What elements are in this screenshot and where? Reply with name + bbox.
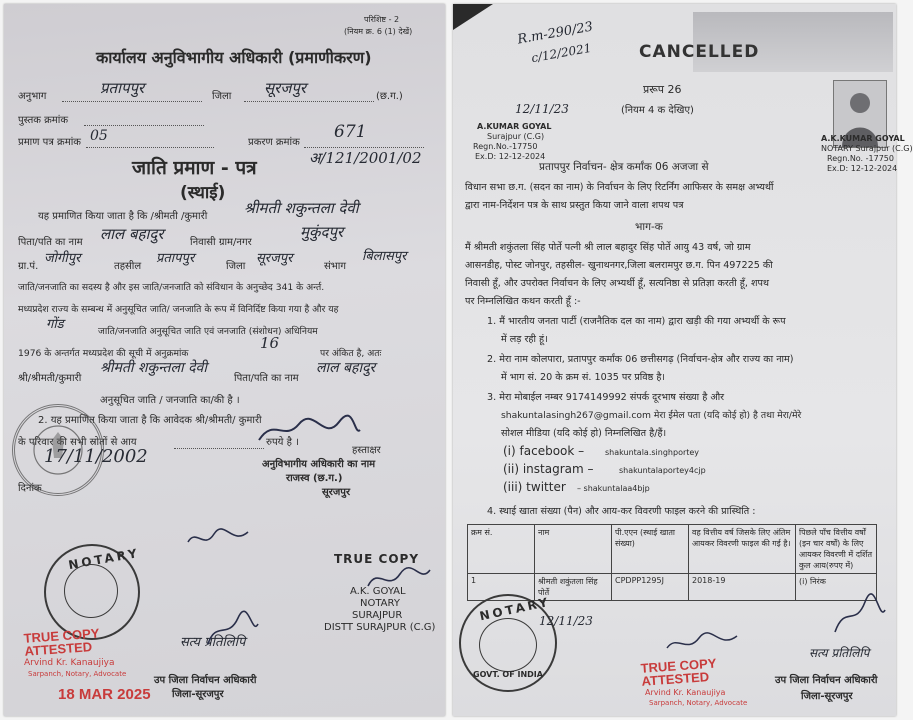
stamp-left-reg: Regn.No.-17750 <box>473 142 538 151</box>
declaration-line-2: आसनडीह, पोस्ट जोनपुर, तहसील- खुनाथनगर,जिला बलरामपुर छ.ग. पिन 497225 की <box>465 260 773 271</box>
bhag-heading: भाग-क <box>635 221 663 233</box>
officer-place: सूरजपुर <box>322 487 351 498</box>
attested-sub: Sarpanch, Notary, Advocate <box>28 670 127 678</box>
hand-gp: जोगीपुर <box>44 251 81 266</box>
pan-header-sno: क्रम सं. <box>468 525 535 574</box>
body-line-10: जाति/जनजाति अनुसूचित जाति एवं जनजाति (संशोधन) अधिनियम <box>98 326 318 337</box>
body-line-14: पिता/पति का नाम <box>234 373 299 384</box>
officer-title: अनुविभागीय अधिकारी का नाम <box>262 459 376 470</box>
point-4: 4. स्थाई खाता संख्या (पैन) और आय-कर विवरणी फाइल करने की प्रास्थिति : <box>487 506 756 517</box>
body-line-1: यह प्रमाणित किया जाता है कि /श्रीमती /कुमारी <box>38 211 208 222</box>
social-twitter-value: – shakuntalaa4bjp <box>577 484 650 493</box>
certificate-no-label: प्रमाण पत्र क्रमांक <box>18 137 81 148</box>
body-line-2: पिता/पति का नाम <box>18 237 83 248</box>
top-handwritten-ref-2: c/12/2021 <box>530 40 593 66</box>
jila-label: जिला <box>212 91 232 102</box>
notary-round-seal: NOTARY <box>44 544 140 640</box>
witness-signature <box>663 628 743 658</box>
caste-certificate-page <box>4 4 445 716</box>
stamp-left-name: A.KUMAR GOYAL <box>477 122 552 131</box>
ro-title: उप जिला निर्वाचन अधिकारी <box>775 675 878 686</box>
pan-cell-name: श्रीमती शकुंतला सिंह पोर्ते <box>535 574 612 601</box>
cancelled-stamp: CANCELLED <box>639 42 760 62</box>
body-line-13: श्री/श्रीमती/कुमारी <box>18 373 82 384</box>
stamp-right-exp: Ex.D: 12-12-2024 <box>827 164 898 173</box>
hand-name-2: श्रीमती शकुन्तला देवी <box>100 360 207 376</box>
social-facebook-label: (i) facebook – <box>503 444 585 458</box>
hand-caste: गोंड <box>46 317 64 332</box>
state-suffix: (छ.ग.) <box>376 91 403 102</box>
pustak-label: पुस्तक क्रमांक <box>18 115 69 126</box>
table-row <box>468 574 877 601</box>
hand-jila: सूरजपुर <box>256 251 293 266</box>
ro-signature <box>829 594 889 638</box>
body-line-7: संभाग <box>324 261 347 272</box>
point-3-email: shakuntalasingh267@gmail.com मेरा ईमेल पता (यदि कोई हो) है तथा मेरा/मेरे <box>501 410 802 421</box>
notary-place: SURAJPUR <box>352 610 403 621</box>
ro-title: उप जिला निर्वाचन अधिकारी <box>154 675 257 686</box>
certificate-no-value: 05 <box>90 128 108 144</box>
intro-line-3: द्वारा नाम-निर्देशन पत्र के साथ प्रस्तुत किया जाने वाला शपथ पत्र <box>465 200 684 211</box>
hand-father: लाल बहादुर <box>100 225 164 243</box>
hastakshar: हस्ताक्षर <box>352 445 381 456</box>
initials-signature <box>184 524 254 554</box>
stamp-left-date: 12/11/23 <box>515 102 569 116</box>
pan-header-pan: पी.एएन (स्थाई खाता संख्या) <box>612 525 689 574</box>
stamp-right-name: A.K.KUMAR GOYAL <box>821 134 905 143</box>
body-line-16: 2. यह प्रमाणित किया जाता है कि आवेदक श्री/श्रीमती/ कुमारी <box>38 415 262 426</box>
rule-ref: (नियम क्र. 6 (1) देखें) <box>344 27 413 36</box>
doc-subtitle: (स्थाई) <box>180 183 226 203</box>
hand-father-2: लाल बहादुर <box>316 360 376 376</box>
office-title: कार्यालय अनुविभागीय अधिकारी (प्रमाणीकरण) <box>96 48 372 67</box>
ro-place: जिला-सूरजपुर <box>172 689 224 700</box>
body-line-4: ग्रा.पं. <box>18 261 39 272</box>
social-instagram-value: shakuntalaporteу4cjp <box>619 466 706 475</box>
notary-name: A.K. GOYAL <box>350 586 406 597</box>
pan-header-year: वह वित्तीय वर्ष जिसके लिए अंतिम आयकर विवरणी फाइल की गई है। <box>689 525 796 574</box>
ro-signature <box>202 610 262 650</box>
attested-name: Arvind Kr. Kanaujiya <box>24 658 115 668</box>
top-handwritten-ref: R.m-290/23 <box>516 19 595 48</box>
point-3: 3. मेरा मोबाईल नम्बर 9174149992 संपर्क दूरभाष संख्या है और <box>487 392 725 403</box>
notary-district: DISTT SURAJPUR (C.G) <box>324 622 436 633</box>
form-rule: (नियम 4 क देखिए) <box>621 105 694 116</box>
date-stamp: 18 MAR 2025 <box>58 686 151 703</box>
body-line-5: तहसील <box>114 261 142 272</box>
rajaswa: राजस्व (छ.ग.) <box>286 473 343 484</box>
attested-name: Arvind Kr. Kanaujiya <box>645 688 726 697</box>
notary-title: NOTARY <box>360 598 400 609</box>
doc-title: जाति प्रमाण - पत्र <box>132 157 257 179</box>
body-line-6: जिला <box>226 261 246 272</box>
body-line-11: 1976 के अन्तर्गत मध्यप्रदेश की सूची में अनुक्रमांक <box>18 348 189 359</box>
hand-date: 17/11/2002 <box>44 446 148 467</box>
hand-name: श्रीमती शकुन्तला देवी <box>244 199 359 217</box>
point-3-cont: सोशल मीडिया (यदि कोई हो) निम्नलिखित है/हैं। <box>501 428 667 439</box>
sdo-signature <box>254 412 364 448</box>
hand-sambhag: बिलासपुर <box>362 249 407 264</box>
social-instagram-label: (ii) instagram – <box>503 462 594 476</box>
ro-sign-label: सत्य प्रतिलिपि <box>809 646 870 660</box>
body-line-9: मध्यप्रदेश राज्य के सम्बन्ध में अनुसूचित जाति/ जनजाति के रूप में विनिर्दिष्ट किया गया है और यह <box>18 304 339 315</box>
point-2: 2. मेरा नाम कोलपारा, प्रतापपुर कर्मांक 06 छत्तीसगढ़ (निर्वाचन-क्षेत्र और राज्य का नाम) <box>487 354 794 365</box>
case-no-value: 671 <box>334 122 367 142</box>
anubhag-label: अनुभाग <box>18 91 47 102</box>
dinank-label: दिनांक <box>18 483 42 494</box>
form-number: प्ररूप 26 <box>643 83 682 96</box>
point-1: 1. मैं भारतीय जनता पार्टी (राजनैतिक दल का नाम) द्वारा खड़ी की गया अभ्यर्थी के रूप <box>487 316 786 327</box>
pan-cell-sno: 1 <box>468 574 535 601</box>
case-number-handwritten: अ/121/2001/02 <box>309 149 422 167</box>
pan-header-income: पिछले पाँच वित्तीय वर्षों (इन चार वर्षों) के लिए आयकर विवरणी में दर्शित कुल आय(रुपए में) <box>796 525 877 574</box>
hand-village: मुकुंदपुर <box>300 223 344 241</box>
body-line-8: जाति/जनजाति का सदस्य है और इस जाति/जनजाति को संविधान के अनुच्छेद 341 के अर्न्त. <box>18 282 325 293</box>
point-1-cont: में लड़ रही हूं। <box>501 334 548 345</box>
case-no-label: प्रकरण क्रमांक <box>248 137 300 148</box>
notary-govt-seal: NOTARY GOVT. OF INDIA <box>459 594 557 692</box>
hand-serial: 16 <box>260 334 280 352</box>
body-line-12: पर अंकित है, अतः <box>320 348 382 359</box>
stamp-right-reg: Regn.No. -17750 <box>827 154 894 163</box>
social-twitter-label: (iii) twitter <box>503 480 566 494</box>
true-copy-attested-stamp: TRUE COPY ATTESTED <box>23 625 100 659</box>
declaration-line-4: पर निम्नलिखित कथन करती हूँ :- <box>465 296 581 307</box>
stamp-right-title: NOTARY Surajpur (C.G) <box>821 144 913 153</box>
anubhag-value: प्रतापपुर <box>100 79 145 97</box>
intro-line-2: विधान सभा छ.ग. (सदन का नाम) के निर्वाचन के लिए रिटर्निंग आफिसर के समक्ष अभ्यर्थी <box>465 182 774 193</box>
body-line-15: अनुसूचित जाति / जनजाति का/की है । <box>100 395 240 406</box>
intro-line-1: प्रतापपुर निर्वाचन- क्षेत्र कर्मांक 06 अजजा से <box>539 161 709 173</box>
social-facebook-value: shakuntala.singhportey <box>605 448 700 457</box>
affidavit-form-26-page <box>453 4 913 716</box>
ro-sign-label: सत्य प्रतिलिपि <box>180 635 246 650</box>
body-line-18: रुपये है । <box>266 437 299 448</box>
true-copy-attested-stamp: TRUE COPY ATTESTED <box>640 655 717 689</box>
seal-date: 12/11/23 <box>539 614 593 628</box>
pan-header-name: नाम <box>535 525 612 574</box>
point-2-cont: में भाग सं. 20 के क्रम सं. 1035 पर प्रविष्ठ है। <box>501 372 666 383</box>
body-line-17: के परिवार की सभी स्रोतों से आय <box>18 437 137 448</box>
pan-table-header-row <box>468 525 877 574</box>
hand-tehsil: प्रतापपुर <box>156 251 195 266</box>
attested-sub: Sarpanch, Notary, Advocate <box>649 699 748 707</box>
pan-table <box>467 524 877 601</box>
jila-value: सूरजपुर <box>264 79 307 97</box>
ro-place: जिला-सूरजपुर <box>801 691 853 702</box>
stamp-left-exp: Ex.D: 12-12-2024 <box>475 152 546 161</box>
pan-cell-year: 2018-19 <box>689 574 796 601</box>
pan-cell-income: (i) निरंक <box>796 574 877 601</box>
declaration-line-3: निवासी हूँ, और उपरोक्त निर्वाचन के लिए अभ्यर्थी हूँ, सत्यनिष्ठा से प्रतिज्ञा करती हूँ, शपथ <box>465 278 770 289</box>
pan-cell-pan: CPDPP1295J <box>612 574 689 601</box>
appendix-label: परिशिष्ट - 2 <box>364 15 400 24</box>
true-copy-label: TRUE COPY <box>334 552 420 566</box>
declaration-line-1: मैं श्रीमती शकुंतला सिंह पोर्ते पत्नी श्री लाल बहादुर सिंह पोर्ते आयु 43 वर्ष, जो ग्राम <box>465 242 751 253</box>
body-line-3: निवासी ग्राम/नगर <box>190 237 252 248</box>
stamp-left-place: Surajpur (C.G) <box>487 132 545 141</box>
